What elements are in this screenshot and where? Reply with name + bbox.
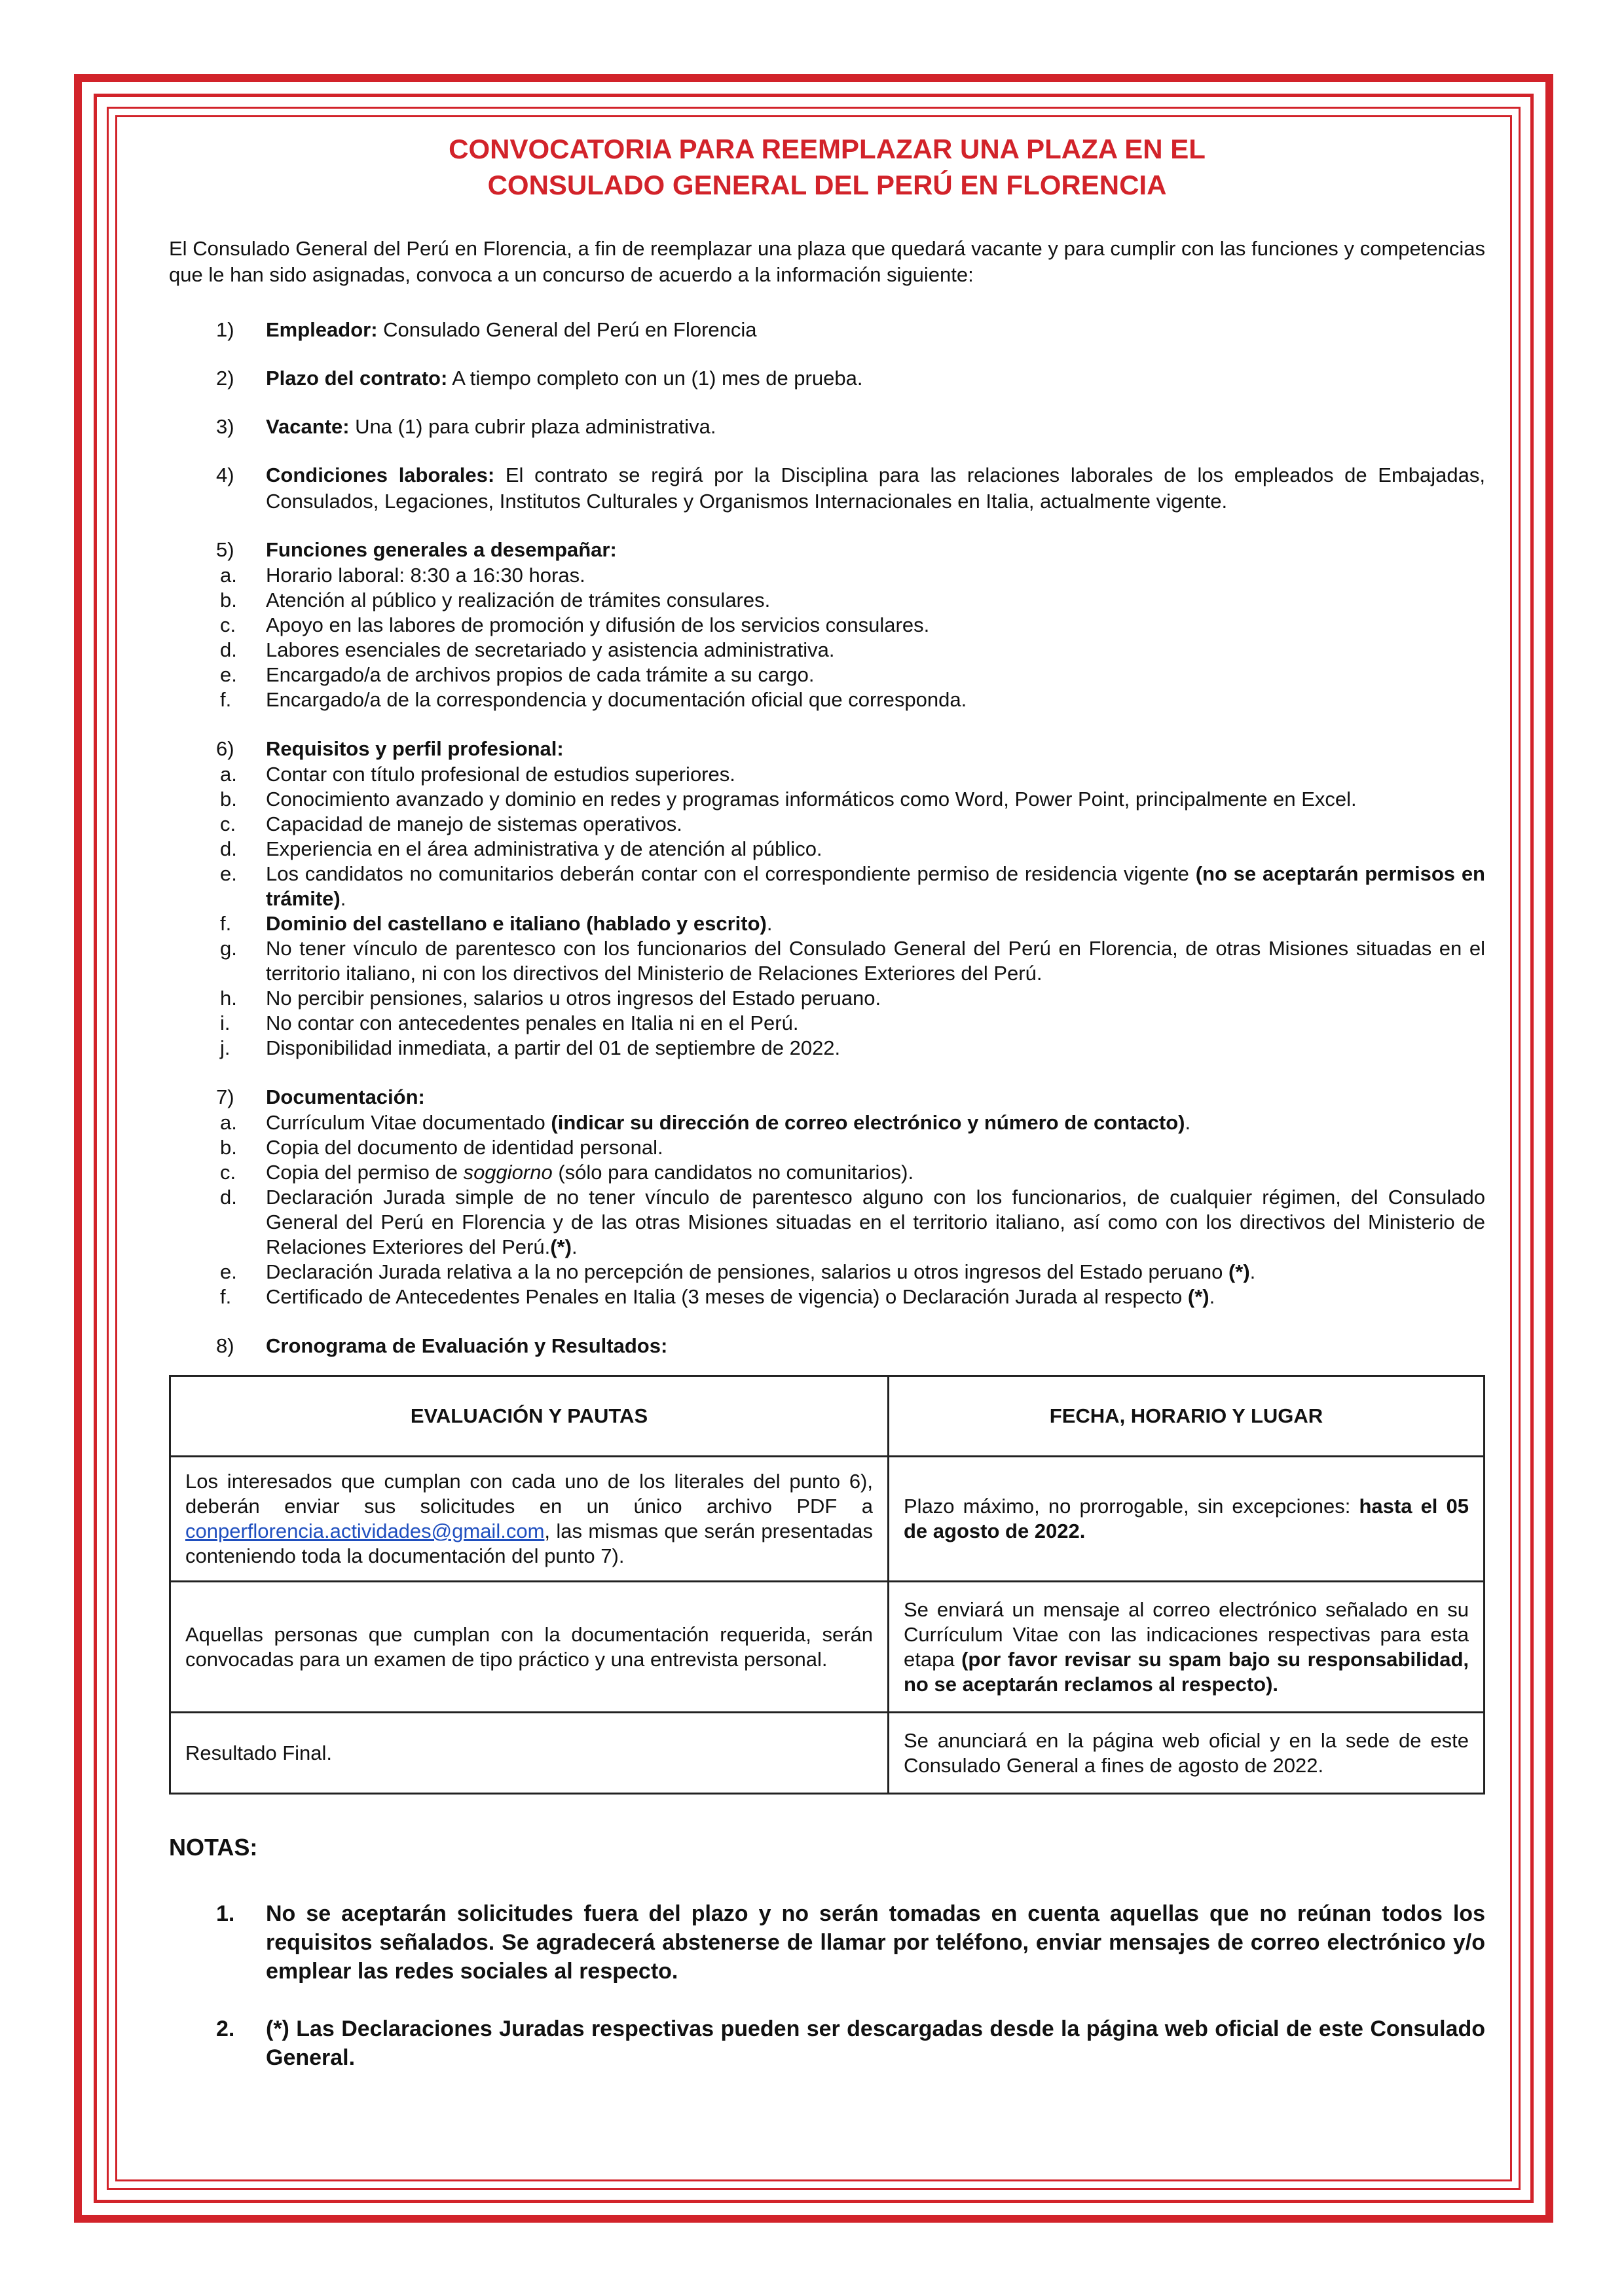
section-label: Vacante:: [266, 415, 350, 438]
table-header-row: [170, 1376, 1485, 1457]
section-number: 5): [216, 538, 234, 561]
list-item: [169, 687, 1485, 712]
section-text: Una (1) para cubrir plaza administrativa.: [349, 415, 716, 438]
section-label: Plazo del contrato:: [266, 367, 448, 390]
item-emphasis: (*): [1187, 1285, 1209, 1308]
item-letter: h.: [220, 987, 237, 1010]
section-label: Requisitos y perfil profesional:: [266, 737, 564, 760]
item-letter: e.: [220, 862, 237, 885]
item-text: Encargado/a de archivos propios de cada trámite a su cargo.: [266, 663, 815, 686]
item-text: Declaración Jurada relativa a la no percepción de pensiones, salarios u otros ingresos del Estado peruano: [266, 1260, 1228, 1283]
item-text: Copia del documento de identidad personal.: [266, 1136, 663, 1159]
table-row: [170, 1713, 1485, 1794]
table-cell: [170, 1457, 889, 1582]
item-letter: e.: [220, 1260, 237, 1283]
note-text: No se aceptarán solicitudes fuera del plazo y no serán tomadas en cuenta aquellas que no reúnan todos los requisitos señalados. Se agradecerá abstenerse de llamar por teléfono, enviar mensajes de correo electrónico y/o emplear las redes sociales al respecto.: [266, 1901, 1485, 1984]
table-cell: Aquellas personas que cumplan con la documentación requerida, serán convocadas para un examen de tipo práctico y una entrevista personal.: [170, 1582, 889, 1713]
cell-text: Plazo máximo, no prorrogable, sin excepciones:: [904, 1495, 1359, 1518]
section-label: Empleador:: [266, 318, 378, 341]
item-letter: g.: [220, 937, 237, 960]
list-item: [169, 911, 1485, 936]
section-text: El contrato se regirá por la Disciplina para las relaciones laborales de los empleados de Embajadas, Consulados, Legaciones, Institutos Culturales y Organismos Internacionales en Italia, actualmente vigente.: [266, 464, 1485, 513]
item-text: No contar con antecedentes penales en Italia ni en el Perú.: [266, 1011, 799, 1034]
item-end: .: [1249, 1260, 1256, 1283]
item-letter: b.: [220, 1136, 237, 1159]
list-item: [169, 1285, 1485, 1309]
list-item: [169, 1185, 1485, 1260]
section-text: Consulado General del Perú en Florencia: [377, 318, 757, 341]
section-6: [169, 736, 1485, 762]
list-item: [169, 837, 1485, 862]
list-item: [169, 1036, 1485, 1061]
notes-heading: NOTAS:: [169, 1834, 258, 1861]
cell-text: Se enviará un mensaje al correo electrónico señalado en su Currículum Vitae con las indicaciones respectivas para esta etapa: [904, 1597, 1469, 1671]
intro-paragraph: El Consulado General del Perú en Florencia, a fin de reemplazar una plaza que quedará vacante y para cumplir con las funciones y competencias que le han sido asignadas, convoca a un concurso de acuerdo a la información siguiente:: [169, 237, 1485, 286]
list-item: [169, 1110, 1485, 1135]
section-text: A tiempo completo con un (1) mes de prueba.: [447, 367, 863, 390]
document-content: [169, 131, 1485, 2072]
item-end: (sólo para candidatos no comunitarios).: [552, 1161, 914, 1184]
item-letter: d.: [220, 1186, 237, 1209]
item-emphasis: Dominio del castellano e italiano (hablado y escrito): [266, 912, 767, 935]
section-number: 2): [216, 367, 234, 390]
item-text: Conocimiento avanzado y dominio en redes y programas informáticos como Word, Power Point, principalmente en Excel.: [266, 788, 1357, 811]
list-item: [169, 762, 1485, 787]
section-1: [169, 317, 1485, 343]
item-text: Declaración Jurada simple de no tener vínculo de parentesco alguno con los funcionarios, de cualquier régimen, del Consulado General del Perú en Florencia y de las otras Misiones situadas en el territorio italiano, así como con los directivos del Ministerio de Relaciones Exteriores del Perú.: [266, 1186, 1485, 1258]
section-number: 1): [216, 318, 234, 341]
list-item: [169, 1135, 1485, 1160]
item-italic: soggiorno: [463, 1161, 553, 1184]
section-number: 7): [216, 1085, 234, 1108]
cell-text: , las mismas que serán presentadas conteniendo toda la documentación del punto 7).: [185, 1520, 873, 1567]
schedule-table: [169, 1375, 1485, 1795]
note-number: 2.: [216, 2016, 235, 2041]
cell-emphasis: hasta el 05 de agosto de 2022.: [904, 1495, 1469, 1542]
note-2: [169, 2014, 1485, 2072]
item-end: .: [571, 1235, 578, 1258]
item-emphasis: (*): [550, 1235, 572, 1258]
item-letter: c.: [220, 1161, 236, 1184]
item-text: Encargado/a de la correspondencia y documentación oficial que corresponda.: [266, 688, 967, 711]
item-emphasis: (no se aceptarán permisos en trámite): [266, 862, 1485, 910]
list-item: [169, 638, 1485, 663]
item-letter: b.: [220, 788, 237, 811]
item-letter: f.: [220, 1285, 232, 1308]
item-letter: f.: [220, 912, 232, 935]
section-number: 4): [216, 464, 234, 486]
note-text: (*) Las Declaraciones Juradas respectivas pueden ser descargadas desde la página web oficial de este Consulado General.: [266, 2016, 1485, 2070]
item-letter: a.: [220, 1111, 237, 1134]
item-letter: c.: [220, 613, 236, 636]
document-title: [169, 131, 1485, 203]
section-label: Documentación:: [266, 1085, 425, 1108]
section-label: Condiciones laborales:: [266, 464, 495, 486]
item-letter: d.: [220, 837, 237, 860]
item-text: No percibir pensiones, salarios u otros ingresos del Estado peruano.: [266, 987, 881, 1010]
item-letter: f.: [220, 688, 232, 711]
title-line-1: CONVOCATORIA PARA REEMPLAZAR UNA PLAZA EN EL: [449, 134, 1206, 164]
item-text: Disponibilidad inmediata, a partir del 01 de septiembre de 2022.: [266, 1036, 841, 1059]
item-text: Labores esenciales de secretariado y asistencia administrativa.: [266, 638, 835, 661]
item-end: .: [340, 887, 346, 910]
item-text: Horario laboral: 8:30 a 16:30 horas.: [266, 564, 585, 587]
cell-emphasis: (por favor revisar su spam bajo su responsabilidad, no se aceptarán reclamos al respecto).: [904, 1647, 1469, 1696]
section-5: [169, 537, 1485, 563]
item-text: Certificado de Antecedentes Penales en Italia (3 meses de vigencia) o Declaración Jurada al respecto: [266, 1285, 1188, 1308]
table-cell: [889, 1457, 1485, 1582]
section-7: [169, 1084, 1485, 1110]
item-end: .: [1209, 1285, 1215, 1308]
list-item: [169, 862, 1485, 911]
list-item: [169, 1260, 1485, 1285]
list-item: [169, 812, 1485, 837]
list-item: [169, 563, 1485, 588]
item-text: Los candidatos no comunitarios deberán contar con el correspondiente permiso de residencia vigente: [266, 862, 1196, 885]
item-letter: e.: [220, 663, 237, 686]
list-item: [169, 1160, 1485, 1185]
item-letter: d.: [220, 638, 237, 661]
documentation-list: [169, 1110, 1485, 1309]
column-header: FECHA, HORARIO Y LUGAR: [889, 1376, 1485, 1457]
list-item: [169, 613, 1485, 638]
list-item: [169, 1011, 1485, 1036]
section-8: [169, 1333, 1485, 1359]
item-end: .: [766, 912, 773, 935]
item-end: .: [1185, 1111, 1191, 1134]
item-letter: b.: [220, 589, 237, 611]
section-2: [169, 365, 1485, 392]
table-cell: Se anunciará en la página web oficial y en la sede de este Consulado General a fines de agosto de 2022.: [889, 1713, 1485, 1794]
item-emphasis: (*): [1228, 1260, 1250, 1283]
email-link[interactable]: conperflorencia.actividades@gmail.com: [185, 1520, 545, 1542]
item-letter: c.: [220, 812, 236, 835]
item-text: Currículum Vitae documentado: [266, 1111, 551, 1134]
note-1: [169, 1899, 1485, 1986]
list-item: [169, 663, 1485, 687]
list-item: [169, 787, 1485, 812]
list-item: [169, 986, 1485, 1011]
section-number: 6): [216, 737, 234, 760]
table-row: [170, 1457, 1485, 1582]
item-letter: a.: [220, 763, 237, 786]
item-text: Apoyo en las labores de promoción y difusión de los servicios consulares.: [266, 613, 930, 636]
section-4: [169, 462, 1485, 515]
list-item: [169, 936, 1485, 986]
table-cell: Resultado Final.: [170, 1713, 889, 1794]
item-text: Contar con título profesional de estudios superiores.: [266, 763, 735, 786]
item-text: Copia del permiso de: [266, 1161, 464, 1184]
note-number: 1.: [216, 1901, 235, 1926]
section-number: 3): [216, 415, 234, 438]
item-letter: i.: [220, 1011, 231, 1034]
item-emphasis: (indicar su dirección de correo electrónico y número de contacto): [551, 1111, 1185, 1134]
item-text: No tener vínculo de parentesco con los funcionarios del Consulado General del Perú en Florencia, de otras Misiones situadas en el territorio italiano, ni con los directivos del Ministerio de Relaciones Exteriores del Perú.: [266, 937, 1485, 985]
item-text: Atención al público y realización de trámites consulares.: [266, 589, 771, 611]
list-item: [169, 588, 1485, 613]
table-row: [170, 1582, 1485, 1713]
table-cell: [889, 1582, 1485, 1713]
column-header: EVALUACIÓN Y PAUTAS: [170, 1376, 889, 1457]
item-text: Capacidad de manejo de sistemas operativos.: [266, 812, 682, 835]
section-3: [169, 414, 1485, 440]
item-letter: a.: [220, 564, 237, 587]
title-line-2: CONSULADO GENERAL DEL PERÚ EN FLORENCIA: [487, 170, 1167, 200]
item-letter: j.: [220, 1036, 231, 1059]
section-label: Cronograma de Evaluación y Resultados:: [266, 1334, 668, 1357]
item-text: Experiencia en el área administrativa y de atención al público.: [266, 837, 822, 860]
cell-text: Los interesados que cumplan con cada uno de los literales del punto 6), deberán enviar sus solicitudes en un único archivo PDF a: [185, 1470, 873, 1518]
requirements-list: [169, 762, 1485, 1061]
section-number: 8): [216, 1334, 234, 1357]
section-label: Funciones generales a desempañar:: [266, 538, 617, 561]
functions-list: [169, 563, 1485, 712]
